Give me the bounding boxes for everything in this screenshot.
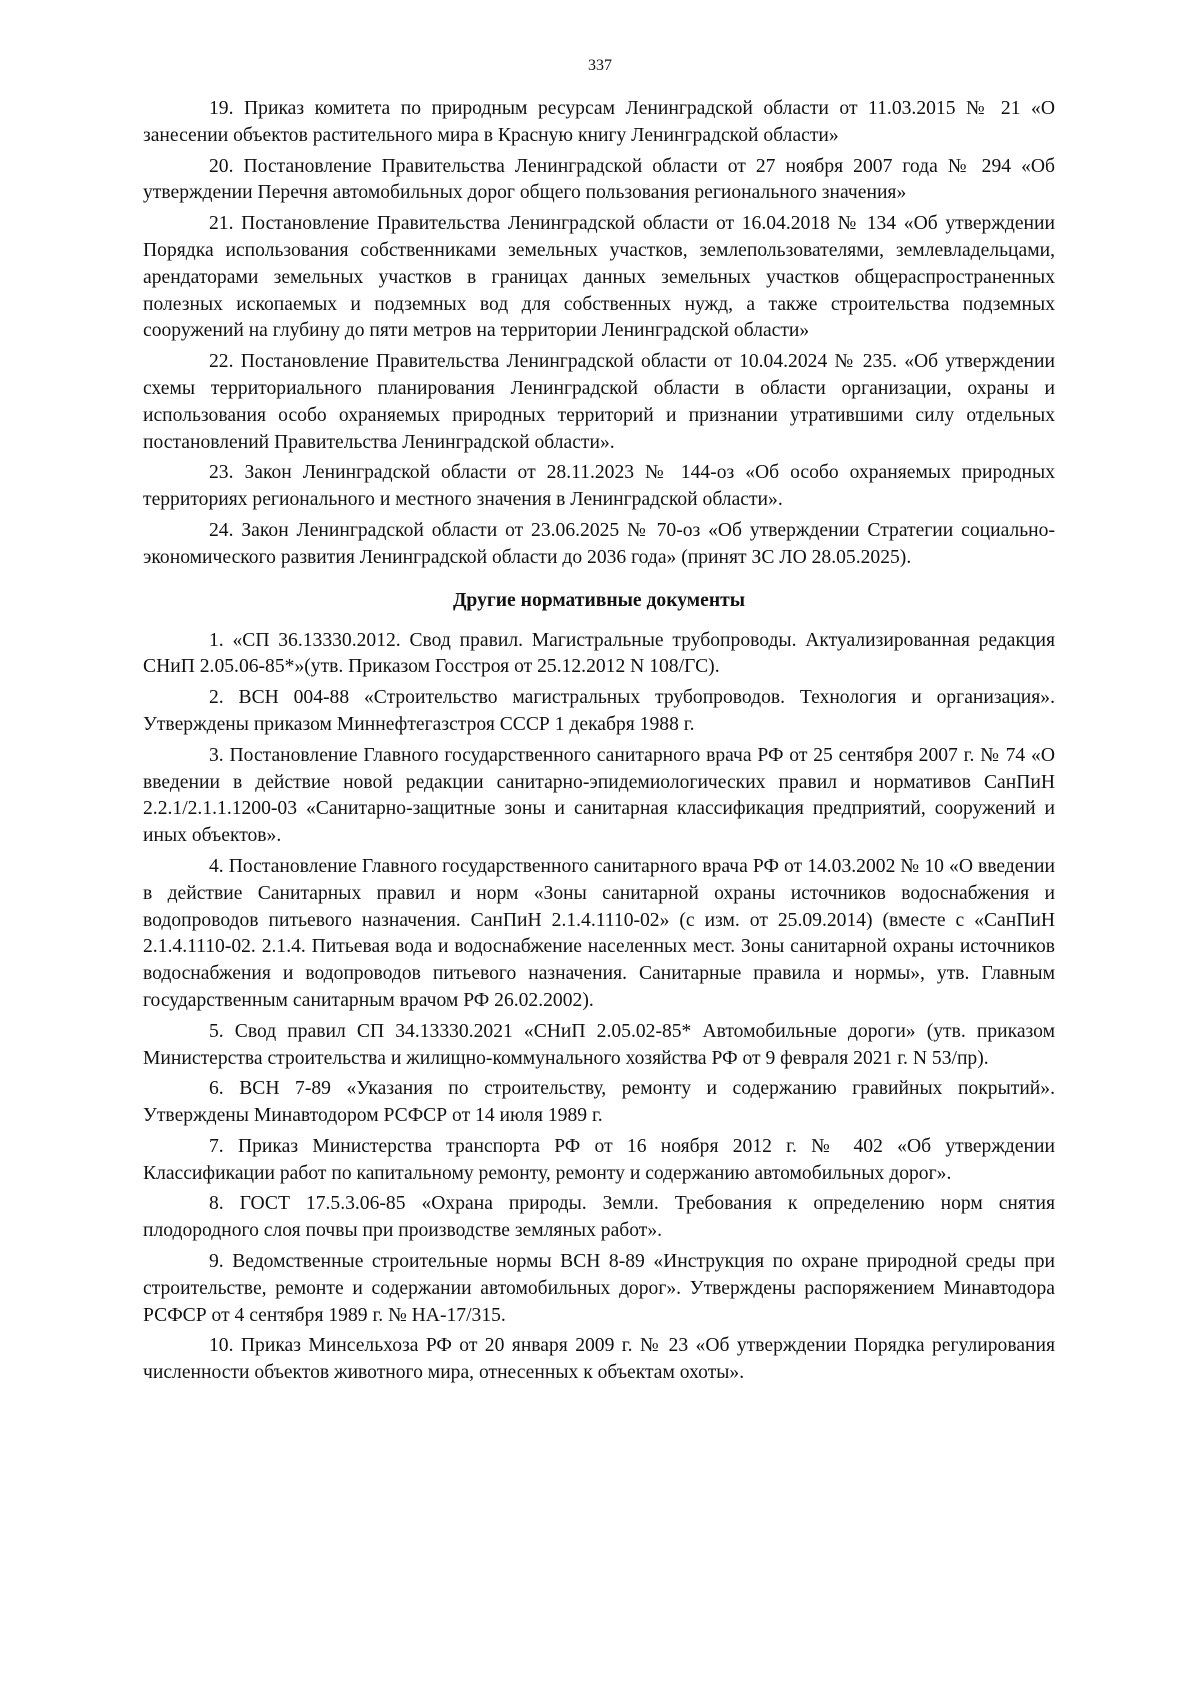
- list-item: 20. Постановление Правительства Ленинградской области от 27 ноября 2007 года № 294 «Об утверждении Перечня автомобильных дорог общего пользования регионального значения»: [143, 155, 1055, 204]
- list-item: 2. ВСН 004-88 «Строительство магистральных трубопроводов. Технология и организация». Утверждены приказом Миннефтегазстроя СССР 1 декабря 1988 г.: [143, 687, 1055, 735]
- legal-acts-list: [143, 96, 1055, 572]
- list-item: 23. Закон Ленинградской области от 28.11.2023 № 144-оз «Об особо охраняемых природных территориях регионального и местного значения в Ленинградской области».: [143, 462, 1055, 511]
- list-item: 6. ВСН 7-89 «Указания по строительству, ремонту и содержанию гравийных покрытий». Утверждены Минавтодором РСФСР от 14 июля 1989 г.: [143, 1078, 1055, 1127]
- list-item: 9. Ведомственные строительные нормы ВСН 8-89 «Инструкция по охране природной среды при строительстве, ремонте и содержании автомобильных дорог». Утверждены распоряжением Минавтодора РСФСР от 4 сентября 1989 г. № НА-17/315.: [143, 1251, 1055, 1326]
- list-item: 24. Закон Ленинградской области от 23.06.2025 № 70-оз «Об утверждении Стратегии социально-экономического развития Ленинградской области до 2036 года» (принят ЗС ЛО 28.05.2025).: [143, 519, 1055, 568]
- list-item: 10. Приказ Минсельхоза РФ от 20 января 2009 г. № 23 «Об утверждении Порядка регулирования численности объектов животного мира, отнесенных к объектам охоты».: [143, 1335, 1055, 1384]
- other-docs-list: [143, 628, 1055, 1388]
- page-number: 337: [588, 57, 612, 74]
- list-item: 19. Приказ комитета по природным ресурсам Ленинградской области от 11.03.2015 № 21 «О занесении объектов растительного мира в Красную книгу Ленинградской области»: [143, 98, 1055, 146]
- list-item: 21. Постановление Правительства Ленинградской области от 16.04.2018 № 134 «Об утверждении Порядка использования собственниками земельных участков, землепользователями, землевладельцами, арендаторами земельных участков в границах данных земельных участков общераспространенных полезных ископаемых и подземных вод для собственных нужд, а также строительства подземных сооружений на глубину до пяти метров на территории Ленинградской области»: [143, 213, 1055, 342]
- list-item: 22. Постановление Правительства Ленинградской области от 10.04.2024 № 235. «Об утверждении схемы территориального планирования Ленинградской области в области организации, охраны и использования особо охраняемых природных территорий и признании утратившими силу отдельных постановлений Правительства Ленинградской области».: [143, 351, 1055, 453]
- list-item: 5. Свод правил СП 34.13330.2021 «СНиП 2.05.02-85* Автомобильные дороги» (утв. приказом Министерства строительства и жилищно-коммунального хозяйства РФ от 9 февраля 2021 г. N 53/пр).: [143, 1020, 1055, 1069]
- list-item: 8. ГОСТ 17.5.3.06-85 «Охрана природы. Земли. Требования к определению норм снятия плодородного слоя почвы при производстве земляных работ».: [143, 1193, 1055, 1242]
- list-item: 7. Приказ Министерства транспорта РФ от 16 ноября 2012 г. № 402 «Об утверждении Классификации работ по капитальному ремонту, ремонту и содержанию автомобильных дорог».: [143, 1135, 1055, 1184]
- page-content: [143, 96, 1055, 1391]
- list-item: 1. «СП 36.13330.2012. Свод правил. Магистральные трубопроводы. Актуализированная редакция СНиП 2.05.06-85*»(утв. Приказом Госстроя от 25.12.2012 N 108/ГС).: [143, 629, 1055, 678]
- list-item: 3. Постановление Главного государственного санитарного врача РФ от 25 сентября 2007 г. № 74 «О введении в действие новой редакции санитарно-эпидемиологических правил и нормативов СанПиН 2.2.1/2.1.1.1200-03 «Санитарно-защитные зоны и санитарная классификация предприятий, сооружений и иных объектов».: [143, 744, 1055, 847]
- list-item: 4. Постановление Главного государственного санитарного врача РФ от 14.03.2002 № 10 «О введении в действие Санитарных правил и норм «Зоны санитарной охраны источников водоснабжения и водопроводов питьевого назначения. СанПиН 2.1.4.1110-02» (с изм. от 25.09.2014) (вместе с «СанПиН 2.1.4.1110-02. 2.1.4. Питьевая вода и водоснабжение населенных мест. Зоны санитарной охраны источников водоснабжения и водопроводов питьевого назначения. Санитарные правила и нормы», утв. Главным государственным санитарным врачом РФ 26.02.2002).: [143, 855, 1055, 1011]
- section-heading: Другие нормативные документы: [452, 589, 746, 611]
